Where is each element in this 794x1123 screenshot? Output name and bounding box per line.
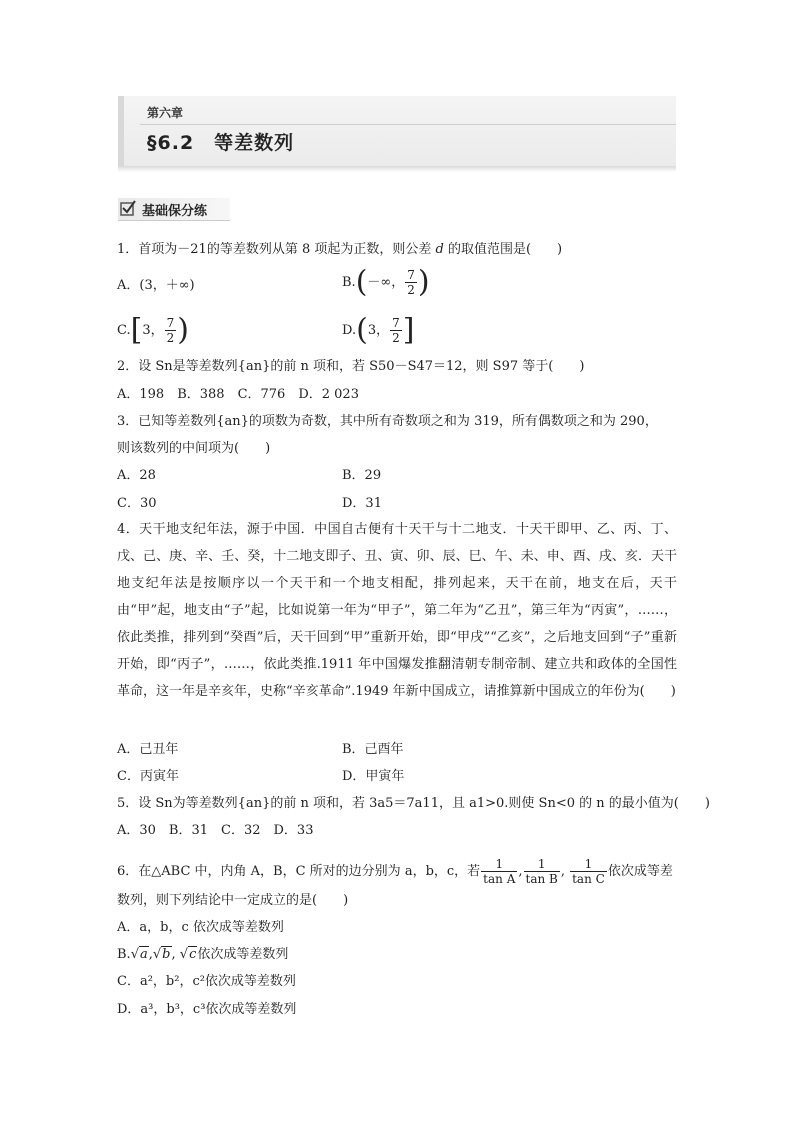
practice-label-text: 基础保分练 — [142, 204, 208, 219]
section-title: §6.2 等差数列 — [147, 132, 295, 154]
question-3-stem-line2: 则该数列的中间项为( ) — [117, 441, 271, 456]
question-4-option-d: D．甲寅年 — [342, 769, 405, 784]
question-3-option-d: D．31 — [342, 496, 382, 511]
header-accent-bar — [118, 96, 124, 166]
question-6-stem: 6．在△ABC 中，内角 A，B，C 所对的边分别为 a，b，c，若 $\frac{1}{\text{tan A}}$ , $\frac{1}{\text{tan B}}$ , $\frac{1}{\text{tan C}}$ 依次成等差 — [117, 857, 673, 886]
checkbox-icon — [120, 200, 136, 216]
chapter-label: 第六章 — [147, 106, 184, 120]
header-shadow — [118, 166, 676, 172]
question-6-stem-line2: 数列，则下列结论中一定成立的是( ) — [117, 893, 349, 908]
question-4-stem: 4．天干地支纪年法，源于中国．中国自古便有十天干与十二地支．十天干即甲、乙、丙、丁、戊、己、庚、辛、壬、癸，十二地支即子、丑、寅、卯、辰、巳、午、未、申、酉、戌、亥．天干地支纪年法是按顺序以一个天干和一个地支相配，排列起来，天干在前，地支在后，天干由“甲”起，地支由“子”起，比如说第一年为“甲子”，第二年为“乙丑”，第三年为“丙寅”，……，依此类推，排列到“癸酉”后，天干回到“甲”重新开始，即“甲戌”“乙亥”，之后地支回到“子”重新开始，即“丙子”，……，依此类推.1911 年中国爆发推翻清朝专制帝制、建立共和政体的全国性革命，这一年是辛亥年，史称“辛亥革命”.1949 年新中国成立，请推算新中国成立的年份为( ) — [117, 522, 677, 699]
question-3-option-b: B．29 — [342, 468, 382, 483]
question-5-stem: 5．设 Sn为等差数列{an}的前 n 项和，若 3a5＝7a11，且 a1>0.则使 Sn<0 的 n 的最小值为( ) — [117, 796, 710, 811]
question-2-options: A．198 B．388 C．776 D．2 023 — [117, 387, 359, 402]
question-3-option-c: C．30 — [117, 496, 157, 511]
question-6-option-d: D．a³，b³，c³依次成等差数列 — [117, 1002, 297, 1017]
question-1-option-d: D.(3， $\frac{7}{2}$ ] — [342, 312, 415, 348]
question-1-option-a: A．(3，＋∞) — [117, 278, 195, 293]
header-divider — [140, 124, 676, 125]
question-4-option-b: B．己酉年 — [342, 742, 404, 757]
question-3-stem-line1: 3．已知等差数列{an}的项数为奇数，其中所有奇数项之和为 319，所有偶数项之和为 290， — [117, 414, 658, 429]
question-1-stem: 1．首项为－21的等差数列从第 8 项起为正数，则公差 d 的取值范围是( ) — [117, 242, 563, 257]
question-6-option-c: C．a²，b²，c²依次成等差数列 — [117, 974, 296, 989]
question-1-option-c: C.[3， $\frac{7}{2}$ ) — [117, 312, 189, 348]
practice-section-label — [118, 198, 230, 221]
question-6-option-a: A．a，b，c 依次成等差数列 — [117, 920, 284, 935]
question-1-option-b: B.(－∞， $\frac{7}{2}$ ) — [342, 264, 430, 300]
question-3-option-a: A．28 — [117, 468, 156, 483]
question-6-option-b: B.√a,√b, √c依次成等差数列 — [117, 947, 289, 962]
question-4-option-c: C．丙寅年 — [117, 769, 179, 784]
question-5-options: A．30 B．31 C．32 D．33 — [117, 823, 314, 838]
question-4-option-a: A．己丑年 — [117, 742, 179, 757]
question-2-stem: 2．设 Sn是等差数列{an}的前 n 项和，若 S50－S47＝12，则 S97 等于( ) — [117, 359, 585, 374]
